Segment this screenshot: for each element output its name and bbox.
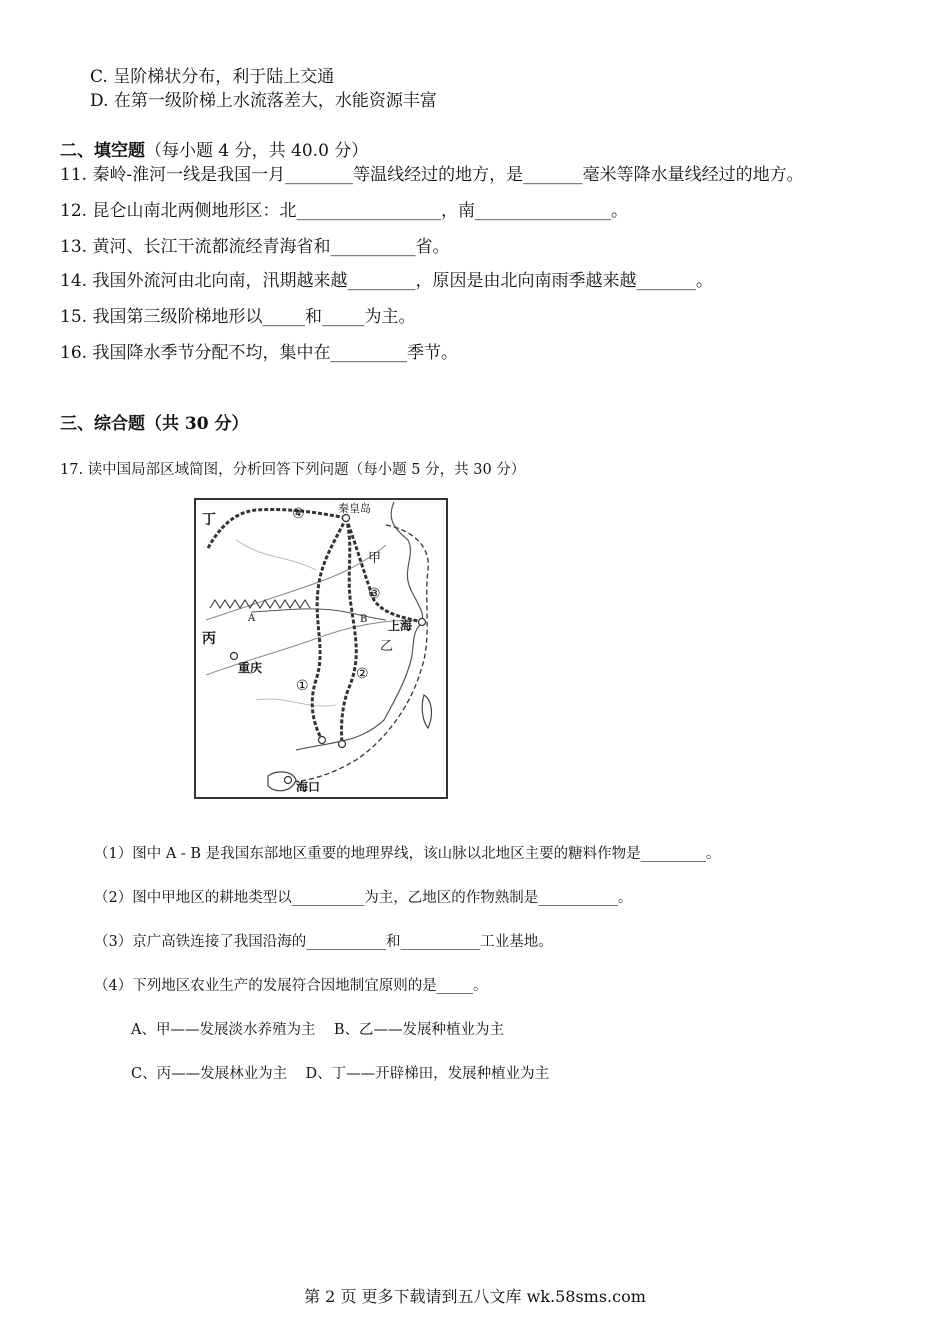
- section-2-heading: [60, 140, 368, 162]
- province-line-2: [256, 699, 336, 706]
- choice-line-cd: C、丙——发展林业为主 D、丁——开辟梯田，发展种植业为主: [131, 1066, 550, 1082]
- question-14: 14. 我国外流河由北向南，汛期越来越________，原因是由北向南雨季越来越_______。: [60, 271, 713, 291]
- haikou-marker: [285, 777, 292, 784]
- guangzhou-marker: [319, 737, 326, 744]
- mountain-symbols: [210, 600, 310, 608]
- section-2-note: （每小题 4 分，共 40.0 分）: [145, 141, 369, 161]
- label-chongqing: 重庆: [238, 661, 263, 675]
- question-13: 13. 黄河、长江干流都流经青海省和__________省。: [60, 237, 450, 257]
- option-c: C. 呈阶梯状分布，利于陆上交通: [90, 67, 335, 87]
- sub-question-4: （4）下列地区农业生产的发展符合因地制宜原则的是_____。: [94, 978, 488, 994]
- chongqing-marker: [231, 653, 238, 660]
- shanghai-marker: [419, 619, 426, 626]
- section-3-title: 三、综合题（共 30 分）: [60, 414, 249, 434]
- sub-question-3: （3）京广高铁连接了我国沿海的___________和___________工业基地。: [94, 934, 553, 950]
- province-line-1: [236, 540, 316, 570]
- label-qinhuangdao: 秦皇岛: [338, 502, 371, 515]
- label-railway-2: ②: [356, 666, 369, 682]
- label-shanghai: 上海: [388, 619, 413, 633]
- label-railway-1: ①: [296, 678, 309, 694]
- qinhuangdao-marker: [343, 515, 350, 522]
- label-railway-3: ③: [368, 586, 381, 602]
- label-yi: 乙: [380, 639, 394, 654]
- sub-question-2: （2）图中甲地区的耕地类型以__________为主，乙地区的作物熟制是___________。: [94, 890, 633, 906]
- taiwan-island: [422, 695, 431, 728]
- label-haikou: 海口: [296, 780, 321, 794]
- question-15: 15. 我国第三级阶梯地形以_____和_____为主。: [60, 307, 416, 327]
- label-b: B: [360, 614, 368, 625]
- question-12: 12. 昆仑山南北两侧地形区：北_________________，南________________。: [60, 201, 628, 221]
- map-svg: [196, 500, 446, 797]
- question-16: 16. 我国降水季节分配不均，集中在_________季节。: [60, 343, 458, 363]
- page-footer: 第 2 页 更多下载请到五八文库 wk.58sms.com: [304, 1287, 646, 1306]
- option-d: D. 在第一级阶梯上水流落差大，水能资源丰富: [90, 91, 437, 111]
- china-region-map: [194, 498, 448, 799]
- label-bing: 丙: [202, 631, 216, 647]
- railway-1: [312, 518, 346, 740]
- choice-line-ab: A、甲——发展淡水养殖为主 B、乙——发展种植业为主: [131, 1022, 505, 1038]
- railway-4: [208, 509, 346, 548]
- question-17: 17. 读中国局部区域简图，分析回答下列问题（每小题 5 分，共 30 分）: [60, 462, 526, 478]
- label-a: A: [248, 613, 256, 624]
- label-ding: 丁: [202, 512, 216, 528]
- label-jia: 甲: [368, 551, 382, 566]
- railway-3: [346, 518, 422, 622]
- sub-question-1: （1）图中 A - B 是我国东部地区重要的地理界线，该山脉以北地区主要的糖料作物是_________。: [94, 846, 721, 862]
- shenzhen-marker: [339, 741, 346, 748]
- question-11: 11. 秦岭-淮河一线是我国一月________等温线经过的地方，是_______毫米等降水量线经过的地方。: [60, 165, 804, 185]
- label-railway-4: ④: [292, 506, 305, 522]
- railway-2: [342, 518, 357, 744]
- section-2-title: 二、填空题: [60, 141, 145, 161]
- sea-route: [288, 525, 428, 782]
